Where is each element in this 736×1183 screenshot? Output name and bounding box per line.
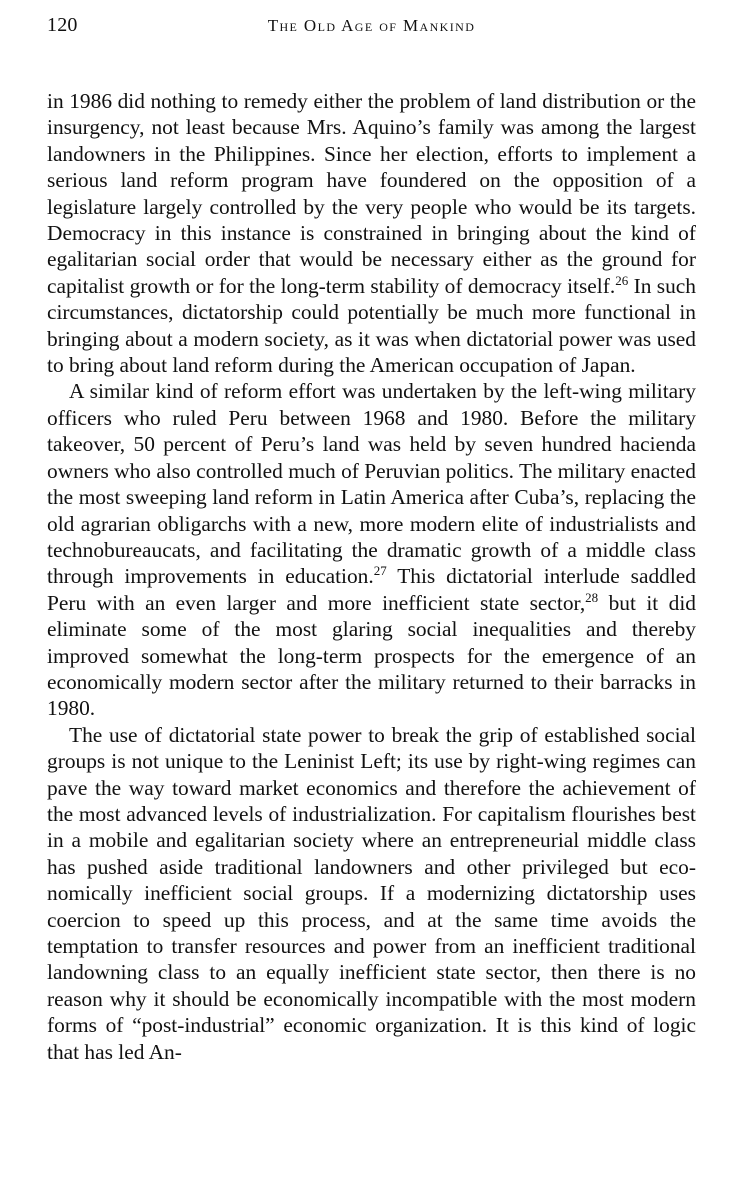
text-segment: in 1986 did nothing to remedy either the problem of land distribution or the insurgency, not least because Mrs. Aquino’s family was among the largest landowners in the Philippines. Since her election, efforts to implement a serious land reform program have foundered on the opposition of a legislature largely controlled by the very people who would be its targets. Democracy in this instance is constrained in bringing about the kind of egalitarian social order that would be necessary either as the ground for capitalist growth or for the long-term stability of democracy itself. bbox=[47, 89, 696, 298]
footnote-ref: 27 bbox=[373, 563, 387, 579]
paragraph bbox=[47, 722, 696, 1065]
page-number: 120 bbox=[47, 14, 78, 36]
text-segment: The use of dictatorial state power to break the grip of established social groups is not unique to the Leninist Left; its use by right-wing regimes can pave the way toward market economics and therefore the achievement of the most advanced levels of industrialization. For capitalism flourishes best in a mobile and egalitarian society where an entrepreneurial middle class has pushed aside traditional landowners and other privileged but economically inefficient social groups. If a modernizing dictatorship uses coercion to speed up this process, and at the same time avoids the temptation to transfer resources and power from an inefficient traditional landowning class to an equally inefficient state sector, then there is no reason why it should be economically incompatible with the most modern forms of “post-industrial” economic organization. It is this kind of logic that has led An- bbox=[47, 722, 696, 1064]
paragraph bbox=[47, 88, 696, 378]
footnote-ref: 26 bbox=[615, 272, 629, 288]
paragraph bbox=[47, 378, 696, 721]
running-head bbox=[47, 14, 696, 44]
text-segment: but it did eliminate some of the most glaring social inequalities and thereby improved somewhat the long-term prospects for the emergence of an economically modern sector after the military returned to their barracks in 1980. bbox=[47, 590, 696, 721]
body-text bbox=[47, 88, 696, 1065]
text-segment: In such circumstances, dictatorship could potentially be much more functional in bringing about a modern society, as it was when dictatorial power was used to bring about land reform during the American occupation of Japan. bbox=[47, 273, 696, 378]
footnote-ref: 28 bbox=[585, 589, 599, 605]
running-title: The Old Age of Mankind bbox=[267, 16, 476, 35]
text-segment: A similar kind of reform effort was undertaken by the left-wing military officers who ruled Peru between 1968 and 1980. Before the military takeover, 50 percent of Peru’s land was held by seven hundred hacienda owners who also controlled much of Peruvian politics. The military enacted the most sweeping land reform in Latin America after Cuba’s, replacing the old agrarian obligarchs with a new, more modern elite of industrialists and technobureaucats, and facilitating the dramatic growth of a middle class through improvements in education. bbox=[47, 379, 696, 589]
text-segment: This dictatorial interlude saddled Peru with an even larger and more inefficient state sector, bbox=[47, 564, 696, 615]
